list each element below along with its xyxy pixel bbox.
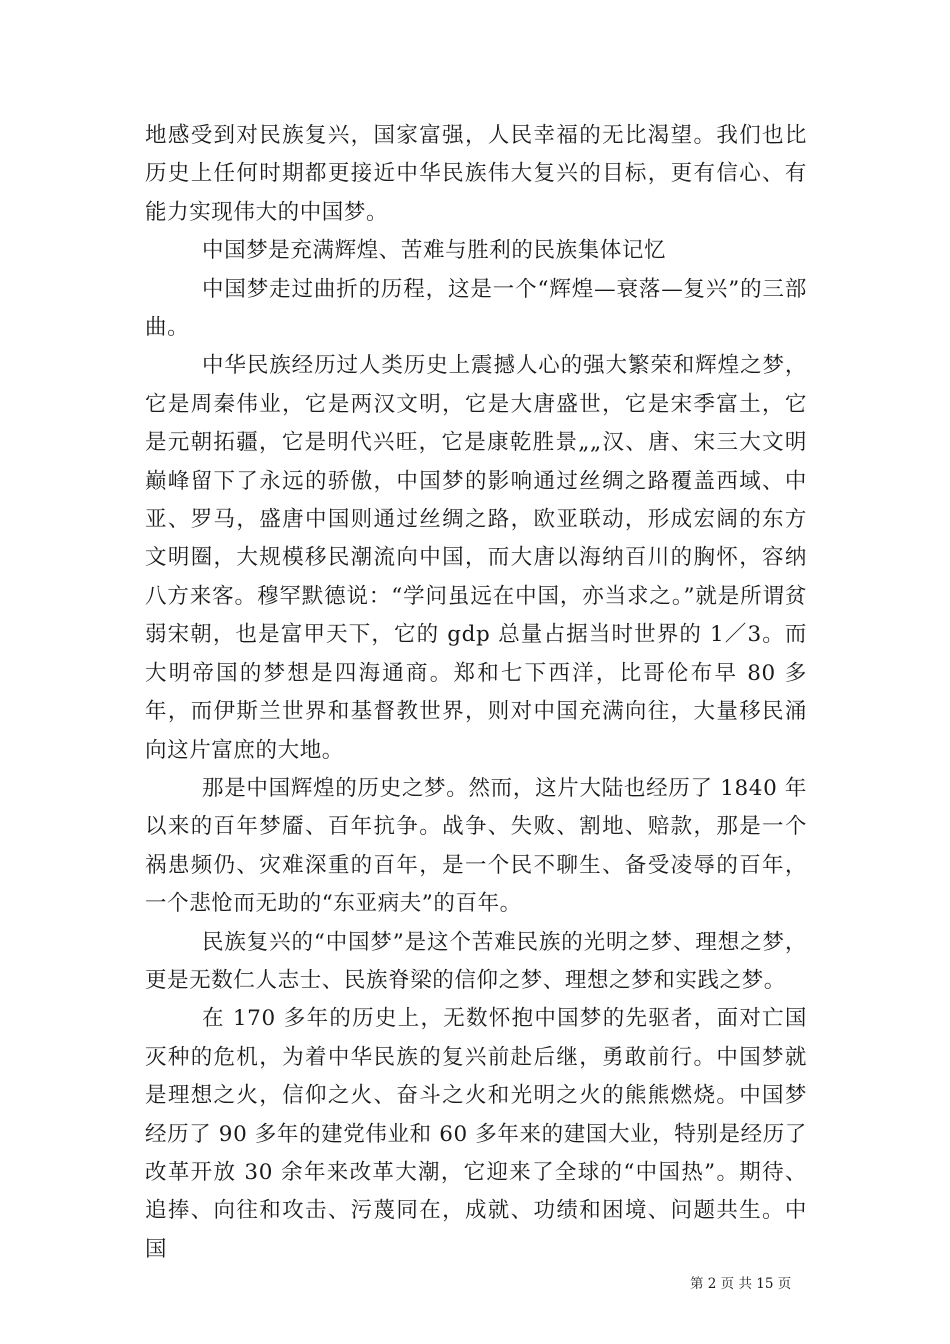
paragraph: 民族复兴的“中国梦”是这个苦难民族的光明之梦、理想之梦，更是无数仁人志士、民族脊梁的信仰之梦、理想之梦和实践之梦。 bbox=[145, 929, 807, 993]
paragraph-continuation: 地感受到对民族复兴，国家富强，人民幸福的无比渴望。我们也比历史上任何时期都更接近中华民族伟大复兴的目标，更有信心、有能力实现伟大的中国梦。 bbox=[145, 123, 807, 225]
document-body bbox=[145, 117, 807, 1269]
paragraph: 中华民族经历过人类历史上震撼人心的强大繁荣和辉煌之梦，它是周秦伟业，它是两汉文明，它是大唐盛世，它是宋季富土，它是元朝拓疆，它是明代兴旺，它是康乾胜景„„汉、唐、宋三大文明巅峰留下了永远的骄傲，中国梦的影响通过丝绸之路覆盖西域、中亚、罗马，盛唐中国则通过丝绸之路，欧亚联动，形成宏阔的东方文明圈，大规模移民潮流向中国，而大唐以海纳百川的胸怀，容纳八方来客。穆罕默德说：“学问虽远在中国，亦当求之。”就是所谓贫弱宋朝，也是富甲天下，它的 gdp 总量占据当时世界的 1／3。而大明帝国的梦想是四海通商。郑和七下西洋，比哥伦布早 80 多年，而伊斯兰世界和基督教世界，则对中国充满向往，大量移民涌向这片富庶的大地。 bbox=[145, 353, 807, 763]
paragraph: 那是中国辉煌的历史之梦。然而，这片大陆也经历了 1840 年以来的百年梦靥、百年抗争。战争、失败、割地、赔款，那是一个祸患频仍、灾难深重的百年，是一个民不聊生、备受凌辱的百年，一个悲怆而无助的“东亚病夫”的百年。 bbox=[145, 775, 807, 917]
paragraph: 在 170 多年的历史上，无数怀抱中国梦的先驱者，面对亡国灭种的危机，为着中华民族的复兴前赴后继，勇敢前行。中国梦就是理想之火，信仰之火、奋斗之火和光明之火的熊熊燃烧。中国梦经历了 90 多年的建党伟业和 60 多年来的建国大业，特别是经历了改革开放 30 余年来改革大潮，它迎来了全球的“中国热”。期待、追捧、向往和攻击、污蔑同在，成就、功绩和困境、问题共生。中国 bbox=[145, 1006, 807, 1262]
page-number-footer: 第 2 页 共 15 页 bbox=[690, 1276, 792, 1292]
section-heading: 中国梦是充满辉煌、苦难与胜利的民族集体记忆 bbox=[202, 238, 667, 264]
paragraph: 中国梦走过曲折的历程，这是一个“辉煌—衰落—复兴”的三部曲。 bbox=[145, 276, 807, 341]
